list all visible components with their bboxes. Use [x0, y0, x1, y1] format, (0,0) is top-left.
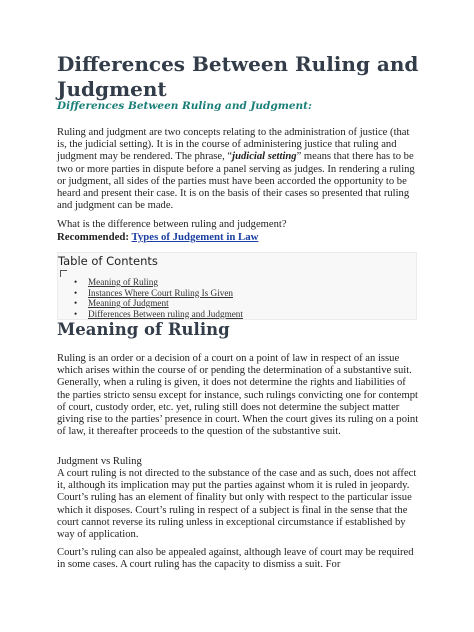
toc-item: [70, 298, 243, 309]
appeal-paragraph: Court’s ruling can also be appealed against, although leave of court may be required in some cases. A court ruling has the capacity to dismiss a suit. For: [57, 547, 414, 571]
recommended-line: [57, 231, 258, 243]
article-subtitle: Differences Between Ruling and Judgment:: [57, 100, 312, 112]
recommended-label: Recommended:: [57, 231, 132, 243]
judgment-vs-ruling-subheading: Judgment vs Ruling: [57, 456, 142, 467]
section-heading: Meaning of Ruling: [57, 320, 230, 339]
toc-item: [70, 277, 243, 288]
toc-link-meaning-of-ruling[interactable]: Meaning of Ruling: [88, 277, 158, 287]
toc-link-meaning-of-judgment[interactable]: Meaning of Judgment: [88, 298, 169, 308]
table-of-contents: [57, 252, 417, 320]
toc-item: [70, 309, 243, 320]
recommended-link[interactable]: Types of Judgement in Law: [131, 231, 259, 243]
intro-paragraph: [57, 127, 419, 212]
ruling-paragraph: Ruling is an order or a decision of a court on a point of law in respect of an issue which arises within the course of or pending the determination of a substantive suit. Generally, when a ruling is given, it does not determine the rights and liabilities of the parties stricto sensu except for instance, such rulings convicting one for contempt of court, custody order, etc. yet, ruling still does not determine the subject matter giving rise to the parties’ presence in court. When the court gives its ruling on a point of law, it thereafter proceeds to the question of the substantive suit.: [57, 353, 419, 438]
page-title: Differences Between Ruling and Judgment: [57, 52, 419, 101]
toc-item: [70, 288, 243, 299]
intro-text-end: ” means that there has to be two or more parties in dispute before a panel serving as judges. In rendering a ruling or judgment, all sides of the parties must have been accorded the opportunity to be heard and present their case. It is on the basis of their cases so presented that ruling and judgment can be made.: [57, 151, 415, 212]
intro-term: judicial setting: [232, 151, 297, 163]
toc-toggle-icon[interactable]: [60, 270, 67, 277]
question-line: What is the difference between ruling and judgement?: [57, 219, 287, 230]
comparison-paragraph: A court ruling is not directed to the substance of the case and as such, does not affect it, although its implication may put the parties against whom it is ruled in jeopardy. Court’s ruling has an element of finality but only with respect to the particular issue which it disposes. Court’s ruling in respect of a subject is final in the sense that the court cannot reverse its ruling unless in exceptional circumstance if established by way of application.: [57, 468, 417, 541]
toc-link-instances[interactable]: Instances Where Court Ruling Is Given: [88, 287, 234, 298]
toc-link-differences[interactable]: Differences Between ruling and Judgment: [88, 308, 243, 319]
toc-list: [70, 277, 243, 319]
intro-text-start: Ruling and judgment are two concepts relating to the administration of justice (that is, the judicial setting). It is in the course of administering justice that ruling and judgment may be rendered. The phrase, “: [57, 127, 410, 163]
toc-title: Table of Contents: [58, 254, 158, 268]
